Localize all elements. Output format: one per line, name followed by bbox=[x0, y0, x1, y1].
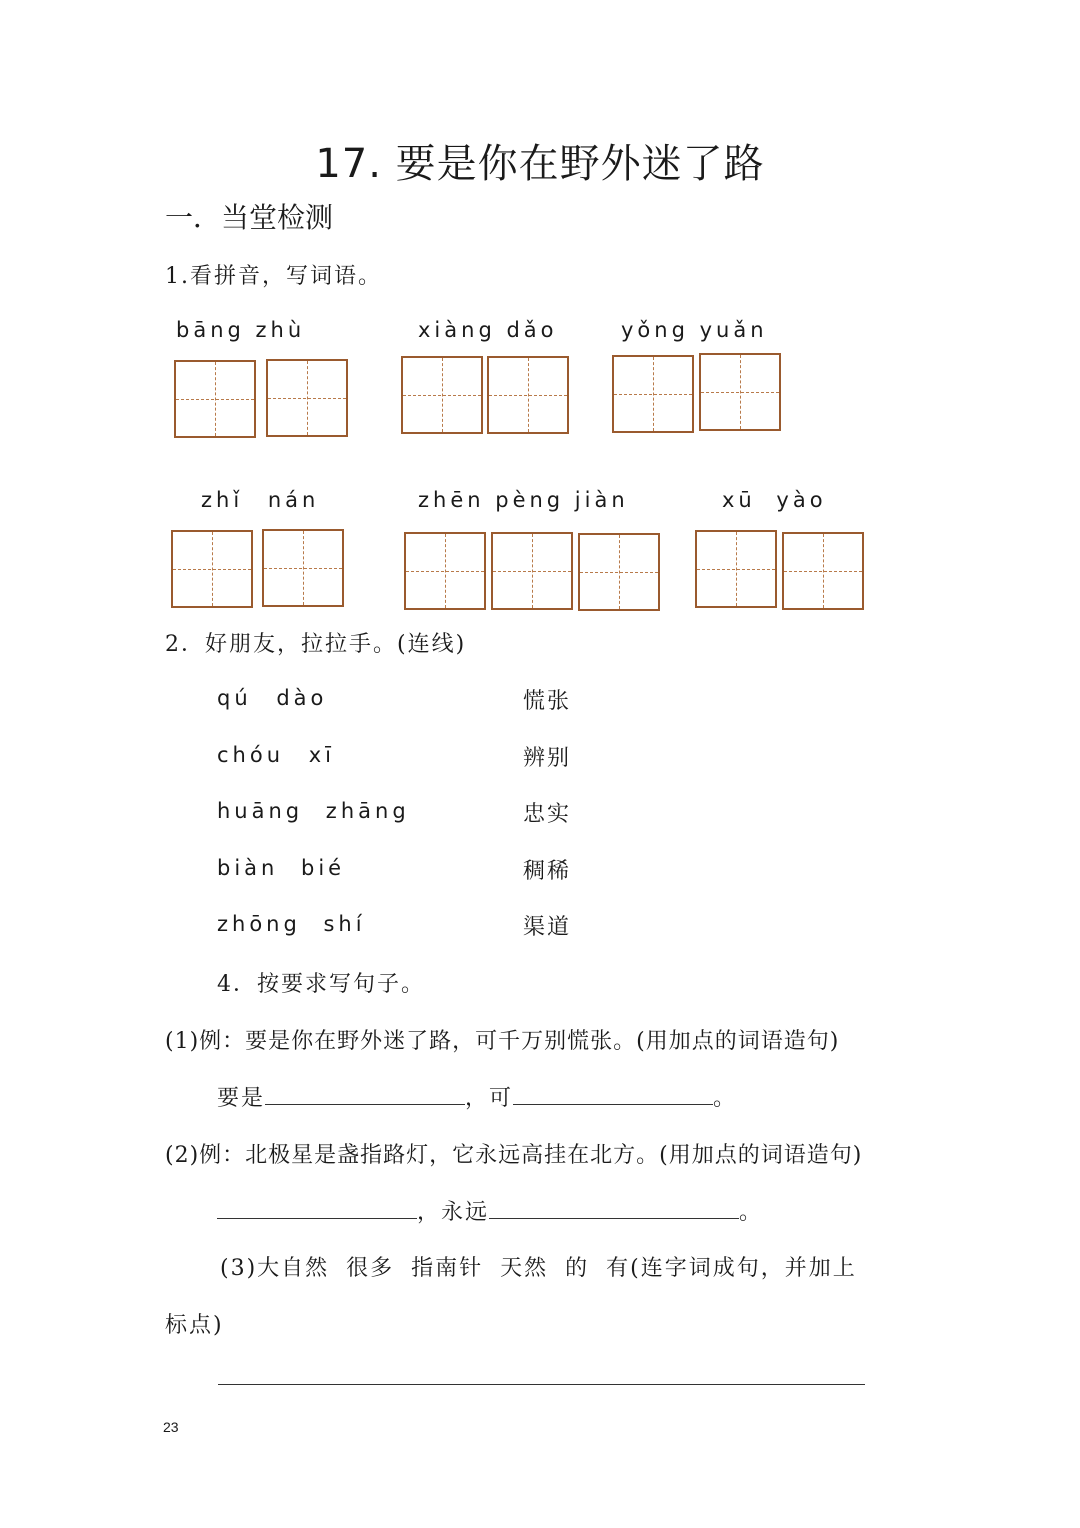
writing-grid[interactable] bbox=[578, 533, 660, 611]
writing-grid[interactable] bbox=[612, 355, 694, 433]
pinyin-xu-yao: xū yào bbox=[722, 488, 827, 512]
q4-s2-example: (2)例：北极星是盏指路灯，它永远高挂在北方。(用加点的词语造句) bbox=[165, 1143, 863, 1168]
answer-blank[interactable] bbox=[218, 1384, 865, 1385]
answer-blank[interactable] bbox=[265, 1103, 465, 1105]
writing-grid[interactable] bbox=[491, 532, 573, 610]
section-heading: 一．当堂检测 bbox=[165, 201, 334, 234]
q2-prompt: 2．好朋友，拉拉手。(连线) bbox=[165, 632, 467, 657]
writing-grid[interactable] bbox=[174, 360, 256, 438]
pinyin-zhen-peng-jian: zhēn pèng jiàn bbox=[418, 488, 629, 512]
writing-grid[interactable] bbox=[487, 356, 569, 434]
page-title: 17. 要是你在野外迷了路 bbox=[315, 141, 765, 187]
page-number: 23 bbox=[163, 1419, 179, 1435]
match-right-item[interactable]: 渠道 bbox=[523, 915, 572, 940]
writing-grid[interactable] bbox=[699, 353, 781, 431]
q4-s2-answer bbox=[217, 1195, 763, 1226]
writing-grid[interactable] bbox=[695, 530, 777, 608]
q4-s1-example: (1)例：要是你在野外迷了路，可千万别慌张。(用加点的词语造句) bbox=[165, 1029, 840, 1054]
answer-blank[interactable] bbox=[513, 1103, 713, 1105]
q4-s1-mid: ，可 bbox=[465, 1086, 514, 1111]
match-left-item[interactable]: biàn bié bbox=[217, 856, 346, 880]
match-right-item[interactable]: 辨别 bbox=[523, 746, 572, 771]
match-left-item[interactable]: qú dào bbox=[217, 686, 328, 710]
match-left-item[interactable]: zhōng shí bbox=[217, 912, 366, 936]
writing-grid[interactable] bbox=[266, 359, 348, 437]
q4-s3-cont: 标点) bbox=[165, 1313, 224, 1338]
writing-grid[interactable] bbox=[262, 529, 344, 607]
q4-s3-text: (3)大自然 很多 指南针 天然 的 有(连字词成句，并加上 bbox=[220, 1256, 857, 1281]
q4-prompt: 4．按要求写句子。 bbox=[217, 972, 425, 997]
q4-s1-answer bbox=[217, 1081, 737, 1112]
answer-blank[interactable] bbox=[217, 1217, 417, 1219]
pinyin-zhi-nan: zhǐ nán bbox=[201, 488, 320, 512]
pinyin-yong-yuan: yǒng yuǎn bbox=[621, 318, 768, 342]
pinyin-xiang-dao: xiàng dǎo bbox=[418, 318, 558, 342]
match-right-item[interactable]: 稠稀 bbox=[523, 859, 572, 884]
q1-prompt: 1.看拼音，写词语。 bbox=[165, 264, 382, 289]
match-left-item[interactable]: huāng zhāng bbox=[217, 799, 410, 823]
match-right-item[interactable]: 慌张 bbox=[523, 689, 572, 714]
writing-grid[interactable] bbox=[782, 532, 864, 610]
writing-grid[interactable] bbox=[401, 356, 483, 434]
q4-s2-mid: ，永远 bbox=[417, 1200, 490, 1225]
q4-s1-end: 。 bbox=[713, 1086, 738, 1111]
pinyin-bang-zhu: bāng zhù bbox=[176, 318, 306, 342]
match-left-item[interactable]: chóu xī bbox=[217, 743, 335, 767]
answer-blank[interactable] bbox=[489, 1217, 739, 1219]
q4-s1-lead: 要是 bbox=[217, 1086, 266, 1111]
q4-s2-end: 。 bbox=[739, 1200, 764, 1225]
match-right-item[interactable]: 忠实 bbox=[523, 802, 572, 827]
writing-grid[interactable] bbox=[404, 532, 486, 610]
writing-grid[interactable] bbox=[171, 530, 253, 608]
